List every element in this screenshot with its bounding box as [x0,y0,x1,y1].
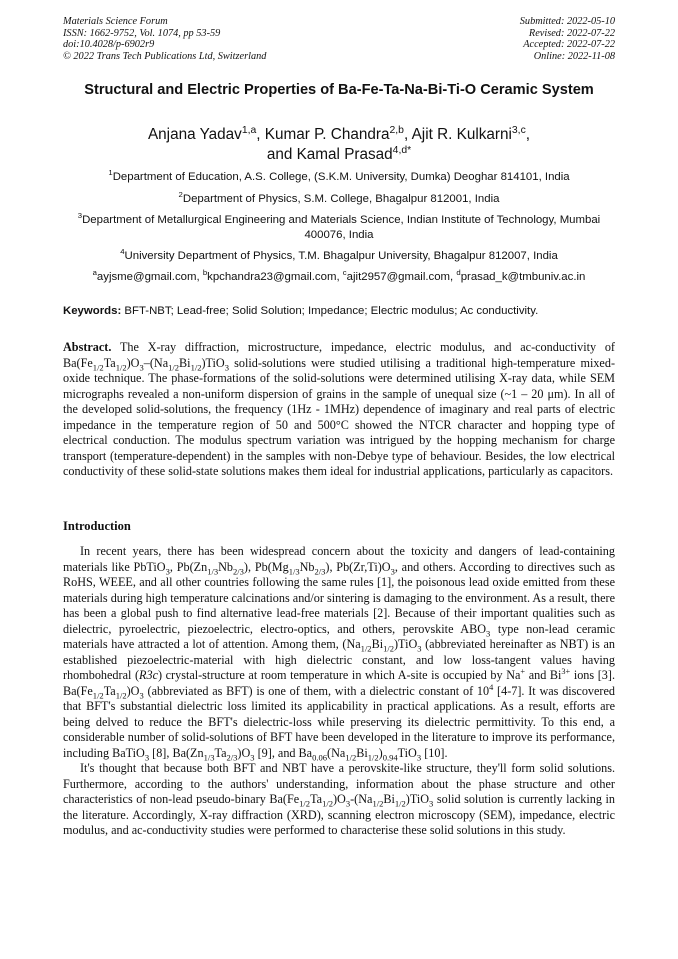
abstract-paragraph: Abstract. The X-ray diffraction, microstructure, impedance, electric modulus, and ac-conductivity of $Ba(Fe_{1/2}Ta_{1/2})O_3-(Na_{1/2}Bi_{1/2})TiO_3$ solid-solutions were studied utilising a traditional high-temperature mixed-oxide technique. The phase-formations of the solid-solutions were determined utilising X-ray data, while SEM micrographs revealed a non-uniform dispersion of grains in the sample of unequal size (~1 – 20 μm). In all of the developed solid-solutions, the frequency (1Hz - 1MHz) dependence of imaginary and real parts of electric impedance in the temperature region of 50 and 500°C showed the NTCR character and hopping type of electrical conduction. The modulus spectrum variation was intrigued by the hopping mechanism for charge transport (temperature-dependent) in the samples with non-Debye type of behaviour. Besides, the low electrical conductivity of these solid-state solutions makes them ideal for industrial applications, particularly as capacitors. [63,340,615,478]
affiliation-3-sup: 3 [77,211,83,221]
email-c-sup: c [342,268,347,278]
keywords [63,304,615,319]
author-1-sup: 1,a [241,124,257,136]
issn-line: ISSN: 1662-9752, Vol. 1074, pp 53-59 [63,27,221,39]
email-c[interactable]: ajit2957@gmail.com, [346,271,457,283]
email-b-sup: b [202,268,208,278]
affiliation-1 [63,170,615,185]
affiliation-2 [63,192,615,207]
affiliation-3 [63,213,615,243]
author-3-sup: 3,c [511,124,526,136]
affiliation-3-text: Department of Metallurgical Engineering and Materials Science, Indian Institute of Technology, Mumbai 400076, India [82,214,601,241]
doi-line: doi:10.4028/p-6902r9 [63,39,155,51]
section-heading-introduction: Introduction [63,519,131,533]
abstract-label: Abstract. [63,340,112,354]
submitted-date: Submitted: 2022-05-10 [519,16,615,27]
email-list [63,270,615,285]
online-date: Online: 2022-11-08 [533,50,615,62]
affiliation-1-sup: 1 [108,168,113,178]
revised-date: Revised: 2022-07-22 [528,27,615,39]
email-d[interactable]: prasad_k@tmbuniv.ac.in [460,271,586,283]
submission-dates [520,16,615,62]
author-4: and Kamal Prasad [266,146,393,163]
author-3: Ajit R. Kulkarni [411,126,512,143]
accepted-date: Accepted: 2022-07-22 [523,39,615,51]
email-a[interactable]: ayjsme@gmail.com, [96,271,203,283]
abstract [63,340,615,480]
email-b[interactable]: kpchandra23@gmail.com, [207,271,343,283]
journal-name: Materials Science Forum [63,16,168,27]
author-1: Anjana Yadav [147,126,242,143]
journal-info [63,16,266,62]
affiliation-4 [63,249,615,264]
keywords-text: BFT-NBT; Lead-free; Solid Solution; Impedance; Electric modulus; Ac conductivity. [121,305,539,317]
email-a-sup: a [92,268,97,278]
affiliation-1-text: Department of Education, A.S. College, (S.K.M. University, Dumka) Deoghar 814101, India [112,171,570,183]
author-list: Anjana Yadav$^{1,a}$, Kumar P. Chandra$^{2,b}$, Ajit R. Kulkarni$^{3,c}$, and Kamal Prasad$^{4,d*}$ [147,124,531,163]
intro-paragraph-1: In recent years, there has been widespread concern about the toxicity and dangers of lead-containing materials like PbTiO$_3$, $Pb(Zn_{1/3}Nb_{2/3})$, $Pb(Mg_{1/3}Nb_{2/3})$, $Pb(Zr,Ti)O_3$, and others. According to directives such as RoHS, WEEE, and all other countries following the same rules [1], the poisonous lead oxide emitted from these materials during high temperature calcinations and/or sintering is damaging to the environment. As a result, there has been a global push to find alternative lead-free materials [2]. Because of their important qualities such as dielectric, pyroelectric, piezoelectric, electro-optics, and others, perovskite $ABO_3$ type non-lead ceramic materials have attracted a lot of attention. Among them, $(Na_{1/2}Bi_{1/2})TiO_3$ (abbreviated hereinafter as NBT) is an established piezoelectric-material with high dielectric constant, and low loss-tangent values having rhombohedral (R3c) crystal-structure at room temperature in which A-site is occupied by Na+ and $Bi^{3+}$ ions [3]. $Ba(Fe_{1/2}Ta_{1/2})O_3$ (abbreviated as BFT) is one of them, with a dielectric constant of $10^4$ [4-7]. It was discovered that BFT's substantial dielectric loss limited its applicability in practical applications. As a result, efforts are being delved to reduce the BFT's dielectric-loss while preserving its dielectric permittivity. To this end, a considerable number of solid-solutions of BFT have been developed in the literature to improve its performance, including BaTiO$_3$ [8], $Ba(Zn_{1/3}Ta_{2/3})O_3$ [9], and $Ba_{0.06}(Na_{1/2}Bi_{1/2})_{0.94}TiO_3$ [10]. [63,544,616,762]
keywords-label: Keywords: [63,305,122,317]
affiliation-4-sup: 4 [120,247,125,257]
copyright-line: © 2022 Trans Tech Publications Ltd, Switzerland [63,50,267,62]
affiliation-4-text: University Department of Physics, T.M. Bhagalpur University, Bhagalpur 812007, India [124,250,558,262]
email-d-sup: d [456,268,461,278]
author-2-sup: 2,b [389,124,404,136]
paper-title: Structural and Electric Properties of Ba-Fe-Ta-Na-Bi-Ti-O Ceramic System [84,82,594,98]
author-2: Kumar P. Chandra [264,126,390,143]
affiliation-2-sup: 2 [178,190,183,200]
intro-paragraph-2: It's thought that because both BFT and NBT have a perovskite-like structure, they'll form solid solutions. Furthermore, according to the authors' understanding, information about the phase structure and other characteristics of non-lead pseudo-binary $Ba(Fe_{1/2}Ta_{1/2})O_3-(Na_{1/2}Bi_{1/2})TiO_3$ solid solution is currently lacking in the literature. Accordingly, X-ray diffraction (XRD), scanning electron microscopy (SEM), impedance, electric modulus, and ac-conductivity studies were performed to characterise these solid solutions in this study. [63,761,615,837]
introduction-body [63,544,615,839]
author-4-sup: 4,d* [392,144,412,156]
affiliation-2-text: Department of Physics, S.M. College, Bhagalpur 812001, India [182,193,500,205]
